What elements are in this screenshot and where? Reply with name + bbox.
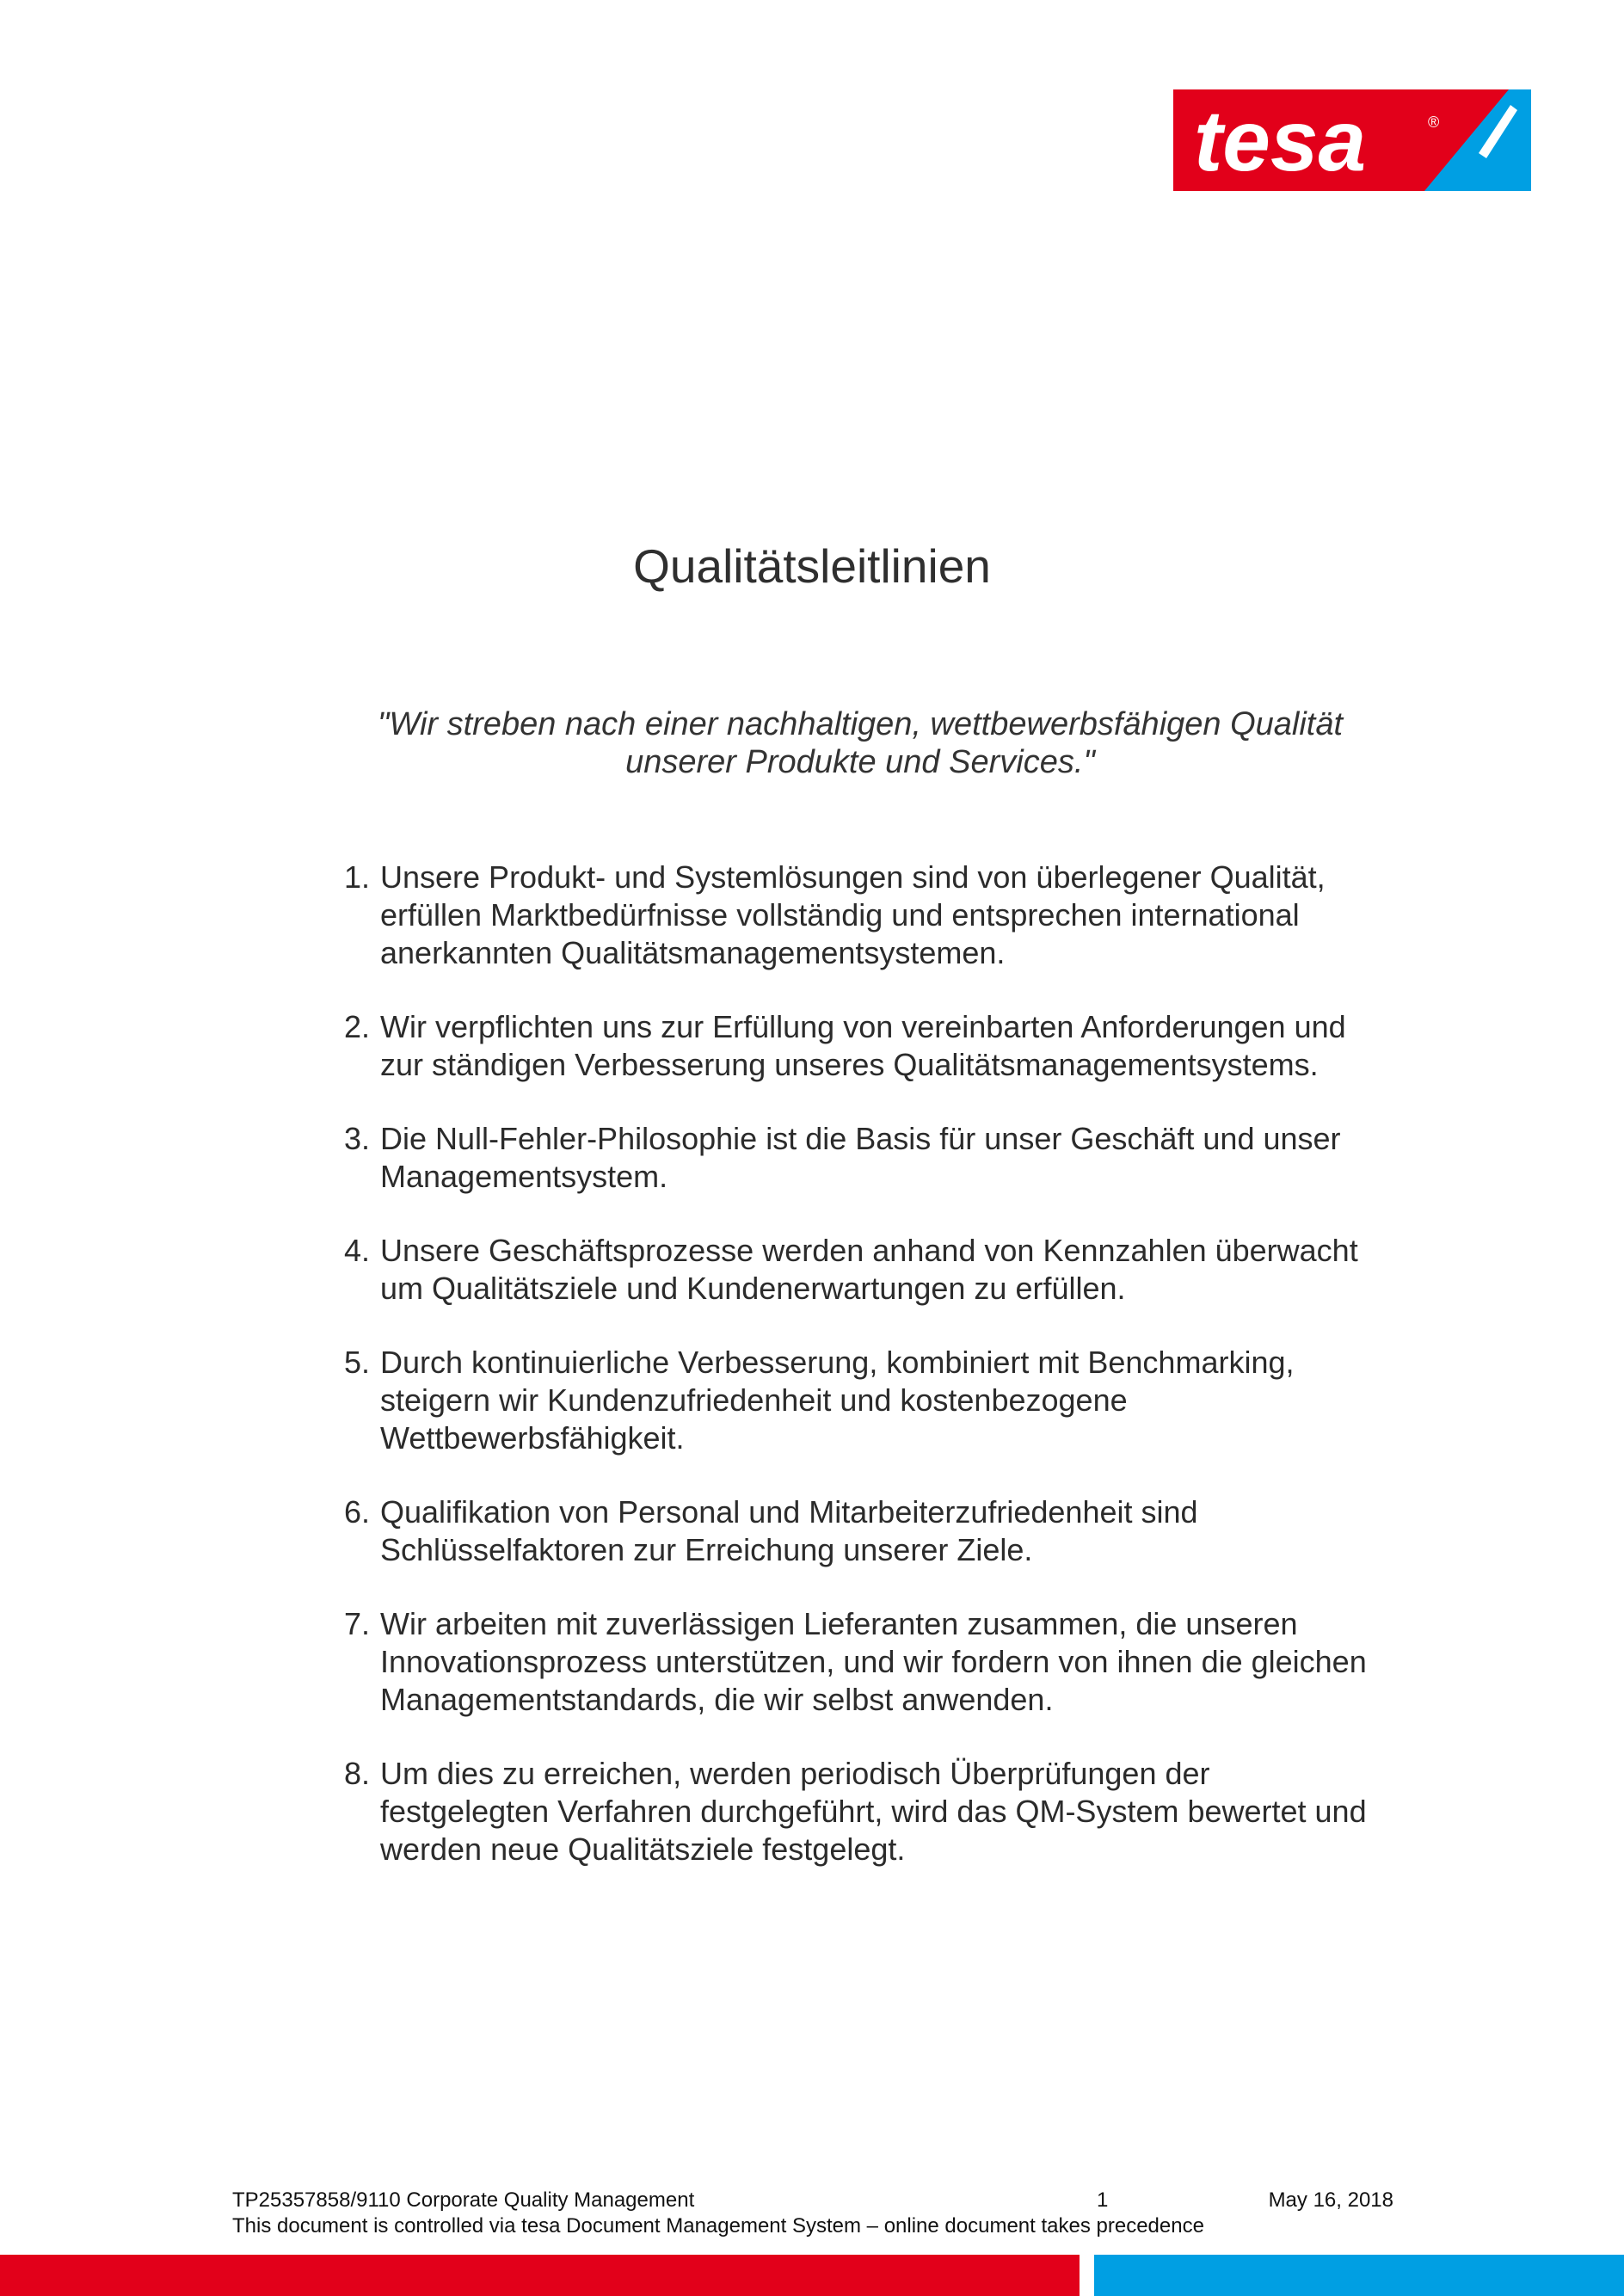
control-notice: This document is controlled via tesa Document Management System – online document takes precedence [232, 2214, 1204, 2238]
page-footer [232, 2188, 1393, 2239]
page-number: 1 [1097, 2188, 1109, 2212]
guideline-text: Unsere Produkt- und Systemlösungen sind von überlegener Qualität, erfüllen Marktbedürfnisse vollständig und entsprechen international anerkannten Qualitätsmanagementsystemen. [380, 859, 1326, 970]
guideline-item [327, 1605, 1402, 1719]
guideline-text: Durch kontinuierliche Verbesserung, kombiniert mit Benchmarking, steigern wir Kundenzufriedenheit und kostenbezogene Wettbewerbsfähigkeit. [380, 1345, 1295, 1456]
guideline-number: 2. [343, 1009, 370, 1044]
guideline-number: 1. [343, 859, 370, 895]
guideline-text: Qualifikation von Personal und Mitarbeiterzufriedenheit sind Schlüsselfaktoren zur Erreichung unserer Ziele. [380, 1494, 1198, 1567]
guideline-text: Um dies zu erreichen, werden periodisch Überprüfungen der festgelegten Verfahren durchgeführt, wird das QM-System bewertet und werden neue Qualitätsziele festgelegt. [380, 1756, 1367, 1867]
guideline-text: Die Null-Fehler-Philosophie ist die Basis für unser Geschäft und unser Managementsystem. [380, 1121, 1341, 1194]
guideline-number: 7. [343, 1606, 370, 1641]
guideline-text: Wir verpflichten uns zur Erfüllung von vereinbarten Anforderungen und zur ständigen Verbesserung unseres Qualitätsmanagementsystems. [380, 1009, 1346, 1082]
guideline-number: 8. [343, 1756, 370, 1791]
page-title: Qualitätsleitlinien [633, 539, 991, 593]
guideline-item [327, 1344, 1402, 1457]
guideline-text: Unsere Geschäftsprozesse werden anhand von Kennzahlen überwacht um Qualitätsziele und Kundenerwartungen zu erfüllen. [380, 1233, 1358, 1306]
tesa-logo [1173, 89, 1531, 191]
guideline-item [327, 1232, 1402, 1308]
guideline-item [327, 1008, 1402, 1084]
document-date: May 16, 2018 [1268, 2188, 1393, 2212]
guideline-number: 6. [343, 1494, 370, 1530]
logo-wordmark: tesa [1194, 93, 1367, 189]
guideline-number: 5. [343, 1345, 370, 1380]
guideline-item [327, 1120, 1402, 1196]
guidelines-list [327, 859, 1402, 1905]
guideline-item [327, 1493, 1402, 1569]
guideline-item [327, 1755, 1402, 1868]
quality-motto: "Wir streben nach einer nachhaltigen, wettbewerbsfähigen Qualität unserer Produkte und Services." [377, 706, 1344, 780]
registered-mark: ® [1428, 114, 1440, 131]
footer-bar-red [0, 2255, 1080, 2296]
footer-bar-blue [1094, 2255, 1624, 2296]
guideline-number: 4. [343, 1233, 370, 1268]
guideline-text: Wir arbeiten mit zuverlässigen Lieferanten zusammen, die unseren Innovationsprozess unterstützen, und wir fordern von ihnen die gleichen Managementstandards, die wir selbst anwenden. [380, 1606, 1367, 1717]
document-reference: TP25357858/9110 Corporate Quality Management [232, 2188, 695, 2212]
guideline-number: 3. [343, 1121, 370, 1156]
guideline-item [327, 859, 1402, 972]
